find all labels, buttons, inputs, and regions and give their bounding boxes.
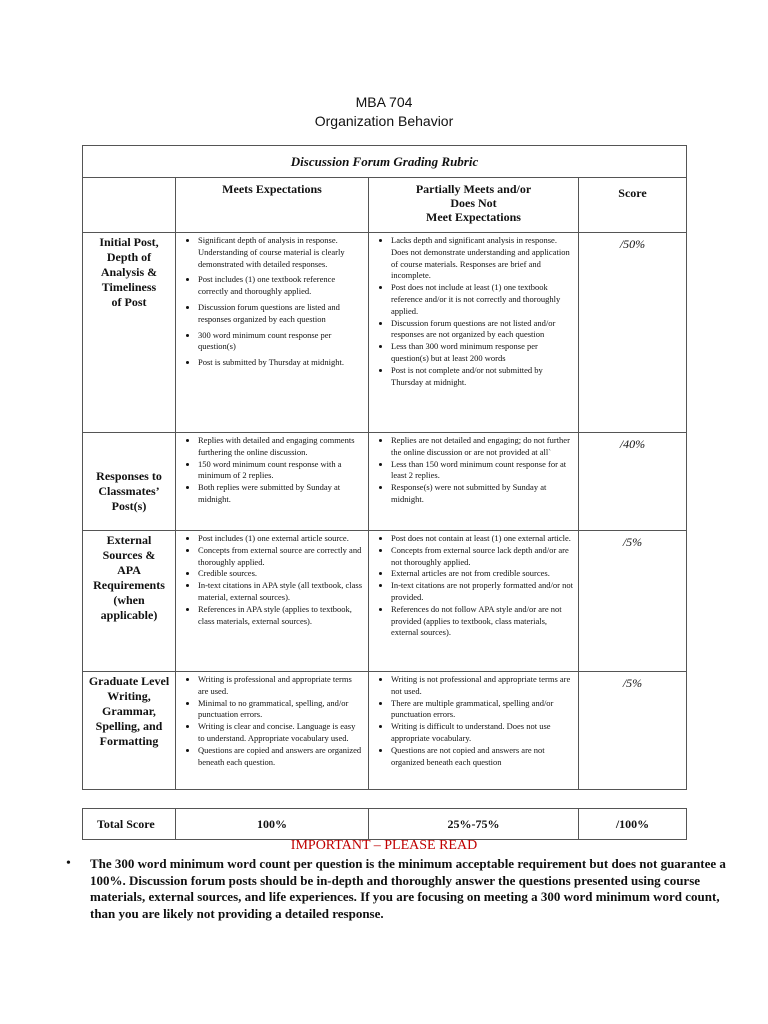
criterion-line: Writing, <box>107 689 151 703</box>
important-heading: IMPORTANT – PLEASE READ <box>290 838 478 853</box>
partial-cell <box>369 672 579 790</box>
list-item: • Questions are not copied and answers are not organized beneath each question <box>391 745 574 769</box>
course-code: MBA 704 <box>355 94 413 110</box>
score-cell: /40% <box>579 433 687 531</box>
list-item: • Post does not contain at least (1) one external article. <box>391 533 574 545</box>
bullet-dot: • <box>66 856 71 871</box>
criterion-line: Timeliness <box>101 280 157 294</box>
list-item: • Lacks depth and significant analysis in response. Does not demonstrate understanding and application of course materials. Responses are brief and incomplete. <box>391 235 574 282</box>
score-cell: /50% <box>579 233 687 433</box>
list-item: • Post includes (1) one textbook reference correctly and thoroughly applied. <box>198 274 364 298</box>
list-item: • Both replies were submitted by Sunday at midnight. <box>198 482 364 506</box>
criterion-line: (when <box>113 593 145 607</box>
list-item: • 150 word minimum count response with a minimum of 2 replies. <box>198 459 364 483</box>
criterion-cell <box>83 672 176 790</box>
list-item: • Concepts from external source are correctly and thoroughly applied. <box>198 545 364 569</box>
grading-rubric-table <box>82 145 687 840</box>
criterion-line: Classmates’ <box>98 484 160 498</box>
criterion-spacer <box>83 453 175 469</box>
criterion-line: Analysis & <box>100 265 158 279</box>
score-cell: /5% <box>579 531 687 672</box>
list-item: • Post includes (1) one external article source. <box>198 533 364 545</box>
list-item: • Writing is difficult to understand. Does not use appropriate vocabulary. <box>391 721 574 745</box>
criterion-cell <box>83 531 176 672</box>
total-score-label: Total Score <box>83 809 176 840</box>
criterion-line: Requirements <box>93 578 165 592</box>
criteria-header <box>83 178 176 233</box>
rubric-title: Discussion Forum Grading Rubric <box>83 146 687 178</box>
meets-cell <box>176 672 369 790</box>
meets-cell <box>176 233 369 433</box>
score-header: Score <box>579 178 687 233</box>
list-item: • In-text citations are not properly formatted and/or not provided. <box>391 580 574 604</box>
meets-cell <box>176 433 369 531</box>
list-item: • References in APA style (applies to textbook, class materials, external sources). <box>198 604 364 628</box>
total-partial-value: 25%-75% <box>369 809 579 840</box>
criterion-line: Sources & <box>102 548 156 562</box>
list-item: • Replies with detailed and engaging comments furthering the online discussion. <box>198 435 364 459</box>
list-item: • Replies are not detailed and engaging; do not further the online discussion or are not provided at all` <box>391 435 574 459</box>
criterion-line: Initial Post, <box>99 235 159 249</box>
list-item: • References do not follow APA style and/or are not provided (applies to textbook, class materials, external sources). <box>391 604 574 639</box>
partial-cell <box>369 233 579 433</box>
list-item: • Post is submitted by Thursday at midnight. <box>198 357 364 369</box>
partial-cell <box>369 433 579 531</box>
criterion-line: Formatting <box>99 734 159 748</box>
list-item: • Post does not include at least (1) one textbook reference and/or it is not correctly and thoroughly applied. <box>391 282 574 317</box>
criterion-line: Depth of <box>106 250 152 264</box>
rubric-row <box>83 531 687 672</box>
rubric-row <box>83 672 687 790</box>
list-item: • Less than 300 word minimum response per question(s) but at least 200 words <box>391 341 574 365</box>
list-item: • Writing is professional and appropriate terms are used. <box>198 674 364 698</box>
criterion-line: Post(s) <box>111 499 147 513</box>
partial-cell <box>369 531 579 672</box>
score-cell: /5% <box>579 672 687 790</box>
list-item: • Credible sources. <box>198 568 364 580</box>
list-item: • There are multiple grammatical, spelling and/or punctuation errors. <box>391 698 574 722</box>
criterion-line: applicable) <box>100 608 158 622</box>
meets-header: Meets Expectations <box>176 178 369 233</box>
list-item: • Writing is not professional and appropriate terms are not used. <box>391 674 574 698</box>
course-name: Organization Behavior <box>314 113 454 129</box>
partial-header-line-2: Does Not <box>450 196 497 210</box>
criterion-cell <box>83 433 176 531</box>
list-item: • Significant depth of analysis in response. Understanding of course material is clearly demonstrated with detailed responses. <box>198 235 364 270</box>
total-score-value: /100% <box>579 809 687 840</box>
list-item: • 300 word minimum count response per question(s) <box>198 330 364 354</box>
rubric-row <box>83 433 687 531</box>
criterion-cell <box>83 233 176 433</box>
list-item: • Writing is clear and concise. Language is easy to understand. Appropriate vocabulary used. <box>198 721 364 745</box>
list-item: • Response(s) were not submitted by Sunday at midnight. <box>391 482 574 506</box>
criterion-line: Grammar, <box>102 704 156 718</box>
list-item: • Minimal to no grammatical, spelling, and/or punctuation errors. <box>198 698 364 722</box>
meets-cell <box>176 531 369 672</box>
notice-text: The 300 word minimum word count per question is the minimum acceptable requirement but does not guarantee a 100%. Discussion forum posts should be in-depth and thoroughly answer the questions presented using course materials, external sources, and life experiences. If you are focusing on meeting a 300 word minimum word count, than you are likely not providing a detailed response. <box>90 856 726 921</box>
criterion-line: External <box>106 533 152 547</box>
table-spacer-row <box>83 790 687 809</box>
partial-header-line-1: Partially Meets and/or <box>415 182 532 196</box>
partial-header <box>369 178 579 233</box>
notice-bullet <box>66 856 726 922</box>
total-meets-value: 100% <box>176 809 369 840</box>
rubric-row <box>83 233 687 433</box>
criterion-line: Spelling, and <box>95 719 163 733</box>
criterion-line: Responses to <box>96 469 162 483</box>
list-item: • Discussion forum questions are not listed and/or responses are not organized by each question <box>391 318 574 342</box>
criterion-line: Graduate Level <box>88 674 170 688</box>
list-item: • Concepts from external source lack depth and/or are not thoroughly applied. <box>391 545 574 569</box>
list-item: • External articles are not from credible sources. <box>391 568 574 580</box>
criterion-line: of Post <box>111 295 147 309</box>
list-item: • Discussion forum questions are listed and responses organized by each question <box>198 302 364 326</box>
list-item: • Less than 150 word minimum count response for at least 2 replies. <box>391 459 574 483</box>
list-item: • Post is not complete and/or not submitted by Thursday at midnight. <box>391 365 574 389</box>
list-item: • In-text citations in APA style (all textbook, class material, external sources). <box>198 580 364 604</box>
spacer-cell <box>83 790 687 809</box>
list-item: • Questions are copied and answers are organized beneath each question. <box>198 745 364 769</box>
criterion-line: APA <box>117 563 141 577</box>
partial-header-line-3: Meet Expectations <box>426 210 521 224</box>
total-score-row <box>83 809 687 840</box>
